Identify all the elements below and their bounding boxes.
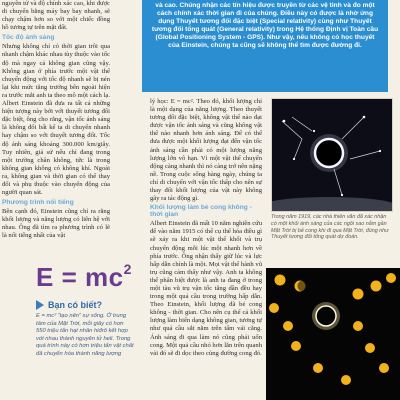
- did-you-know-box: [36, 300, 134, 359]
- banner-text: và cao. Chúng nhận các tín hiệu được truyền từ các vệ tinh và đo một cách chính xác thời gian đi của chúng. Điều này có được là nhờ ứng dụng Thuyết tương đối đặc biệt (Special relativity) cùng như Thuyết tương đối tổng quát (General relativity) trong Hệ thống Định vị Toàn cầu (Global Positioning System - GPS). Như vậy, nếu không có học thuyết của Einstein, chúng ta cũng sẽ không thể tìm được đường đi.: [151, 2, 379, 49]
- equation-exponent: 2: [123, 261, 132, 277]
- famous-equation-text: Bên cạnh đó, Einstein cũng chỉ ra rằng khối lượng và năng lượng có liên hệ với nhau. Ông đã tìm ra phương trình có lẽ là nổi tiếng nhất của vật: [2, 208, 110, 240]
- did-you-know-text: E = mc² “tạo nên” sự sống. Ở trung tâm của Mặt Trời, mỗi giây có hơn 550 triệu tấn hạt nhân hiđrô kết hợp với nhau thành nguyên tử heli. Trong quá trình này có hơn triệu tấn vật chất đã chuyển hóa thành năng lượng: [36, 313, 134, 357]
- section-heading-spacetime: Khối lượng làm bẻ cong không - thời gian: [150, 204, 252, 219]
- eclipse-sequence-illustration: [266, 268, 400, 400]
- eclipse-photo-caption: Trong năm 1919, các nhà thiên văn đã xác nhận có một khối ánh sáng của các ngôi sao nằm gần Mặt Trời bị bẻ cong khi đi qua Mặt Trời, đúng như Thuyết tương đối tổng quát dự đoán.: [271, 214, 389, 241]
- middle-column: [150, 98, 262, 358]
- section-heading-speed-of-light: Tốc độ ánh sáng: [2, 34, 55, 42]
- equation-heading: [36, 262, 132, 290]
- section-heading-famous-equation: Phương trình nổi tiếng: [2, 199, 74, 207]
- left-intro-text: nguyên tử và độ chính xác cao, khi được di chuyển bằng máy bay bay nhanh, sẽ chạy chậm hơn so với một chiếc đồng hồ tương tự trên mặt đất.: [2, 0, 110, 32]
- did-you-know-title: Bạn có biết?: [48, 300, 103, 310]
- arrow-icon: [36, 300, 44, 310]
- speed-of-light-text: Nhưng không chỉ có thời gian trôi qua nhanh chậm khác nhau tùy thuộc vào tốc độ mà ngay cả không gian cũng vậy. Không gian ở phía trước một vật thể chuyển động với tốc độ nhanh sẽ bị nén lại khi mức tăng trưởng bên ngoài hiện ra trước mắt anh ta theo mô một cách lạ. Albert Einstein đã đưa ra tất cả những hiện tượng này bởi với thuyết tương đối đặc biệt, ông cho rằng, vận tốc ánh sáng là không đổi bất kể ta di chuyển nhanh hay chậm so với thuyết tương đối. Tốc độ ánh sáng khoảng 300.000 km/giây. Tuy nhiên, giả sử nếu chỉ đang trong một trường chân không, tức là trong không gian không có không khí. Ngoài ra, không gian và thời gian có thể thay đổi và phụ thuộc vào chuyển động của người quan sát.: [2, 43, 110, 197]
- left-column: [2, 0, 110, 241]
- eclipse-photo: [271, 98, 393, 212]
- eclipse-sequence-photo: [266, 268, 400, 400]
- equation-text: E = mc: [36, 262, 124, 292]
- mass-energy-text: lý học: E = mc². Theo đó, khối lượng chỉ là một dạng của năng lượng. Theo thuyết tương đối đặc biệt, không vật thể nào đạt được vận tốc ánh sáng và cũng không vật thể nào nhanh hơn ánh sáng. Để có thể đưa được một khối lượng đạt đến vận tốc ánh sáng cần phải có một lượng năng lượng lớn vô hạn. Vì một vật thể chuyển động càng nhanh thì nó càng trở nên nặng nề. Trong cuộc sống hàng ngày, chúng ta chỉ di chuyển với vận tốc thấp cho nên sự thay đổi khối lượng của vật này không gây ra tác động gì.: [150, 98, 262, 203]
- spacetime-text: Albert Einstein đã mất 10 năm nghiên cứu để vào năm 1915 có thể cụ thể hóa điều gì sẽ xảy ra khi một vật thể khối và trụ chuyển động mỗi lúc một nhanh hơn về phía trước. Ông nhận thấy giữ lúc và lực hấp dẫn chính là một. Mọi vật thể hành vũ trụ cũng cảm thấy như vậy. Anh ta không thể phân biệt được là anh ta đang ở trong một tàu vũ trụ vận tốc tăng dần đều hay trong một quả cầu trong trường hấp dẫn. Theo Einstein, khối lượng đã bẻ cong không - thời gian. Cho nên cụ thể cả khối lượng làm biến dạng không gian, tương tự như quả cầu sắt nằm trên tấm vải căng. Ánh sáng đi qua làm nó cũng phải uốn cong. Một quả cầu nhỏ hơn lăn trên quanh vải đó sẽ đi dọc theo cùng đường cong đó.: [150, 220, 262, 357]
- eclipse-illustration: [272, 99, 392, 211]
- highlight-banner: [142, 0, 388, 92]
